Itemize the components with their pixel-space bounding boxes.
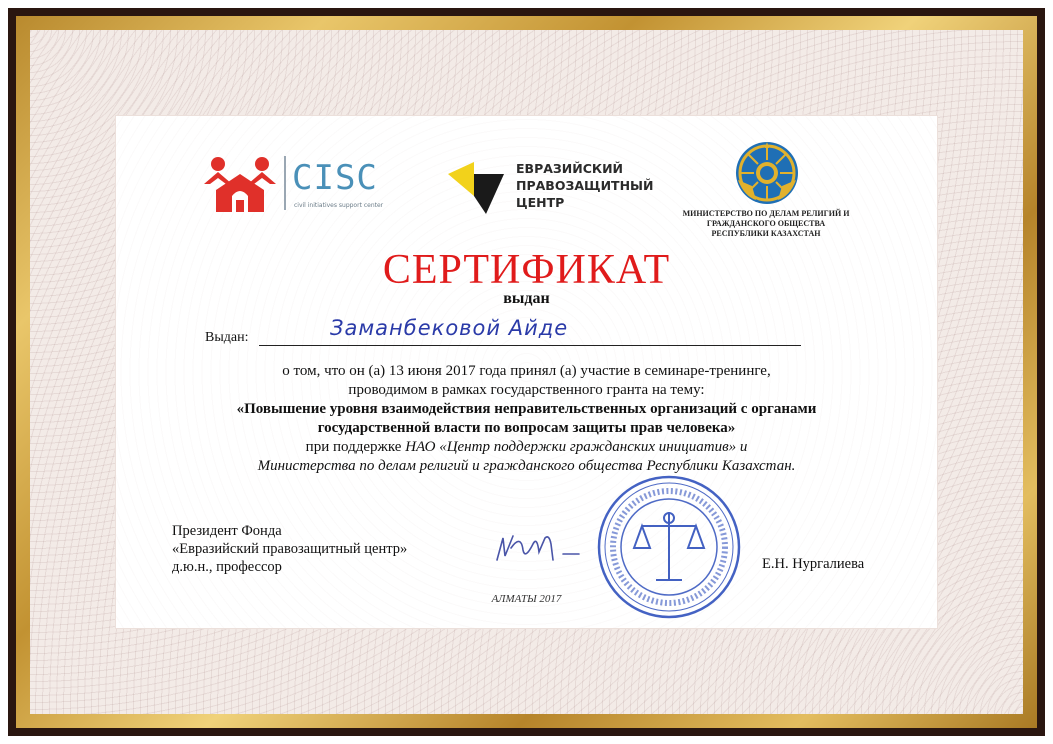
ehrc-name-line: ПРАВОЗАЩИТНЫЙ [516, 178, 654, 193]
cisc-emblem-icon [202, 154, 278, 214]
support-prefix: при поддержке [305, 439, 406, 455]
scales-of-justice-icon [634, 512, 704, 580]
ehrc-name [516, 160, 653, 211]
support-org: НАО «Центр поддержки гражданских инициатив» и [405, 439, 748, 455]
cisc-subtitle: civil initiatives support center [294, 202, 384, 209]
signatory-name: Е.Н. Нургалиева [762, 556, 865, 572]
body-line: проводимом в рамках государственного гранта на тему: [348, 382, 705, 398]
support-line [140, 438, 913, 457]
ehrc-name-line: ЕВРАЗИЙСКИЙ [516, 161, 624, 176]
cisc-divider [284, 156, 286, 210]
handwritten-signature [493, 530, 585, 570]
recipient-name: Заманбековой Айде [330, 316, 569, 340]
certificate-title: СЕРТИФИКАТ [382, 247, 671, 293]
position-line: д.ю.н., профессор [172, 559, 282, 575]
place-and-year: АЛМАТЫ 2017 [491, 593, 562, 605]
ministry-line: Министерства по делам религий и гражданского общества Республики Казахстан. [257, 458, 796, 474]
ministry-name [676, 209, 856, 239]
kazakhstan-coat-of-arms-icon [734, 140, 800, 206]
recipient-label: Выдан: [205, 330, 249, 345]
ministry-logo [676, 140, 856, 250]
ehrc-logo [448, 158, 678, 218]
cisc-name: CISC [292, 158, 378, 198]
ministry-name-line: МИНИСТЕРСТВО ПО ДЕЛАМ РЕЛИГИЙ И [682, 209, 850, 218]
position-line: «Евразийский правозащитный центр» [172, 541, 408, 557]
topic-line: государственной власти по вопросам защиты прав человека» [317, 420, 736, 436]
certificate-subtitle: выдан [503, 290, 550, 307]
ehrc-name-line: ЦЕНТР [516, 195, 565, 210]
signatory-position [172, 522, 407, 576]
ministry-name-line: РЕСПУБЛИКИ КАЗАХСТАН [711, 229, 821, 238]
ehrc-mark-icon [448, 162, 508, 214]
ministry-name-line: ГРАЖДАНСКОГО ОБЩЕСТВА [706, 219, 826, 228]
body-line: о том, что он (а) 13 июня 2017 года принял (а) участие в семинаре-тренинге, [282, 363, 771, 379]
recipient-underline [259, 345, 801, 346]
cisc-logo [202, 152, 402, 222]
position-line: Президент Фонда [172, 523, 282, 539]
certificate-text [140, 362, 913, 476]
topic-line: «Повышение уровня взаимодействия неправительственных организаций с органами [236, 401, 817, 417]
